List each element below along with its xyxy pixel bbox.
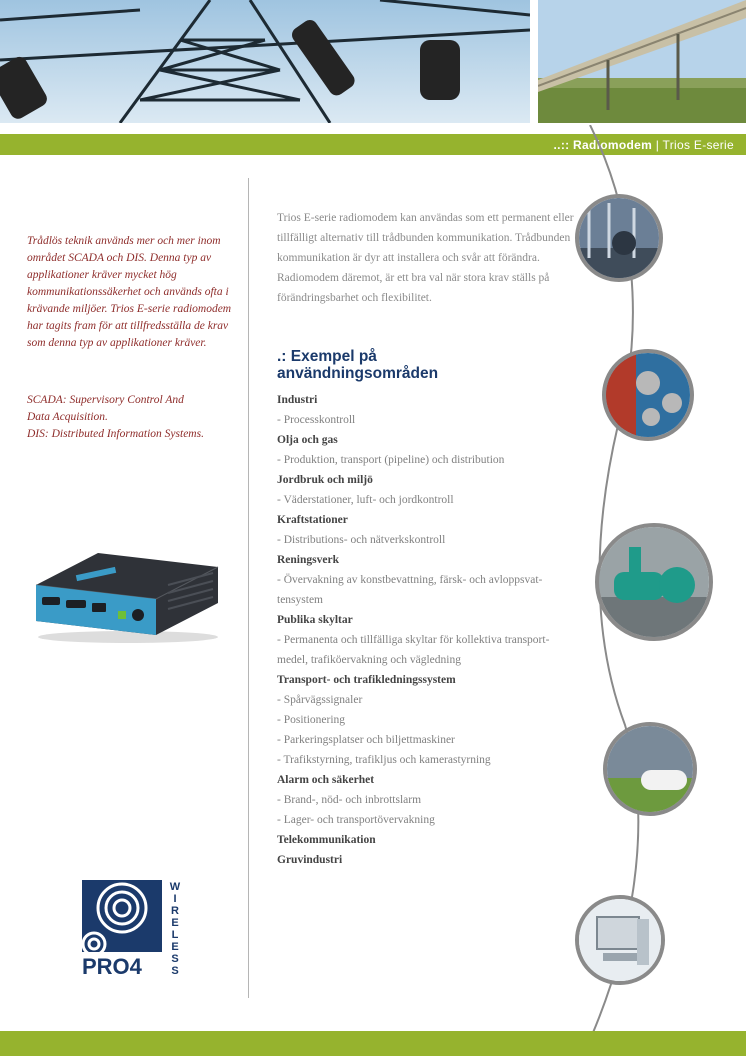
application-category: Telekommunikation xyxy=(277,834,376,846)
application-item: - Brand-, nöd- och inbrottslarm xyxy=(277,794,422,806)
definition-line: DIS: Distributed Information Systems. xyxy=(27,428,204,440)
computer-photo-circle xyxy=(575,895,665,985)
svg-text:L: L xyxy=(171,929,179,941)
power-tower-photo xyxy=(0,0,530,123)
application-category: Publika skyltar xyxy=(277,614,353,626)
svg-text:S: S xyxy=(171,965,179,977)
application-category: Industri xyxy=(277,394,318,406)
section-title-rest: Trios E-serie xyxy=(662,138,734,152)
svg-text:E: E xyxy=(171,917,179,929)
application-item: - Övervakning av konstbevattning, färsk- och avloppsvat- xyxy=(277,574,543,586)
application-item: - Lager- och transportövervakning xyxy=(277,814,435,826)
svg-text:R: R xyxy=(171,905,179,917)
tank-landscape-photo-circle xyxy=(603,722,697,816)
logo-brand-text: PRO4 xyxy=(82,954,142,978)
application-item: tensystem xyxy=(277,594,323,606)
application-item: - Processkontroll xyxy=(277,414,356,426)
application-item: medel, trafiköervakning och vägledning xyxy=(277,654,461,666)
definitions xyxy=(27,392,242,443)
radiomodem-product-image xyxy=(28,545,228,650)
svg-text:S: S xyxy=(171,953,179,965)
application-item: - Produktion, transport (pipeline) och distribution xyxy=(277,454,505,466)
application-item: - Positionering xyxy=(277,714,346,726)
application-category: Kraftstationer xyxy=(277,514,348,526)
application-item: - Distributions- och nätverkskontroll xyxy=(277,534,446,546)
definition-line: SCADA: Supervisory Control And xyxy=(27,394,184,406)
section-heading-line: .: Exempel på xyxy=(277,348,377,365)
application-category: Reningsverk xyxy=(277,554,339,566)
application-item: - Parkeringsplatser och biljettmaskiner xyxy=(277,734,455,746)
svg-text:W: W xyxy=(169,881,181,893)
application-category: Olja och gas xyxy=(277,434,338,446)
application-item: - Trafikstyrning, trafikljus och kamerastyrning xyxy=(277,754,491,766)
column-divider xyxy=(248,178,249,998)
application-category: Gruvindustri xyxy=(277,854,343,866)
section-heading-line: användningsområden xyxy=(277,365,439,382)
application-category: Jordbruk och miljö xyxy=(277,474,373,486)
main-body-paragraph: Trios E-serie radiomodem kan användas som ett permanent eller tillfälligt alternativ till trådbunden kommunikation. Trådbunden kommunikation är dyr att installera och svår att förändra. Radiomodem däremot, är ett bra val när stora krav ställs på förändringsbarhet och flexibilitet. xyxy=(277,212,574,304)
definition-line: Data Acquisition. xyxy=(27,411,108,423)
pro4-wireless-logo xyxy=(80,878,190,983)
application-item: - Permanenta och tillfälliga skyltar för kollektiva transport- xyxy=(277,634,550,646)
section-heading xyxy=(277,348,577,382)
application-category: Alarm och säkerhet xyxy=(277,774,375,786)
bolts-photo-circle xyxy=(602,349,694,441)
pipeline-photo xyxy=(538,0,746,123)
application-category: Transport- och trafikledningssystem xyxy=(277,674,456,686)
section-title-bold: ..:: Radiomodem xyxy=(553,138,653,152)
application-item: - Väderstationer, luft- och jordkontroll xyxy=(277,494,454,506)
svg-text:E: E xyxy=(171,941,179,953)
footer-band xyxy=(0,1031,746,1056)
application-item: - Spårvägssignaler xyxy=(277,694,363,706)
intro-paragraph: Trådlös teknik används mer och mer inom området SCADA och DIS. Denna typ av applikationer kräver mycket hög kommunikationssäkerhet och används ofta i krävande miljöer. Trios E-serie radiomodem har tagits fram för att tillfredsställa de krav som denna typ av applikationer kräver. xyxy=(27,235,232,349)
pumps-photo-circle xyxy=(595,523,713,641)
industry-photo-circle xyxy=(575,194,663,282)
section-title-separator: | xyxy=(652,138,663,152)
intro-text xyxy=(27,233,237,352)
svg-text:I: I xyxy=(173,893,177,905)
